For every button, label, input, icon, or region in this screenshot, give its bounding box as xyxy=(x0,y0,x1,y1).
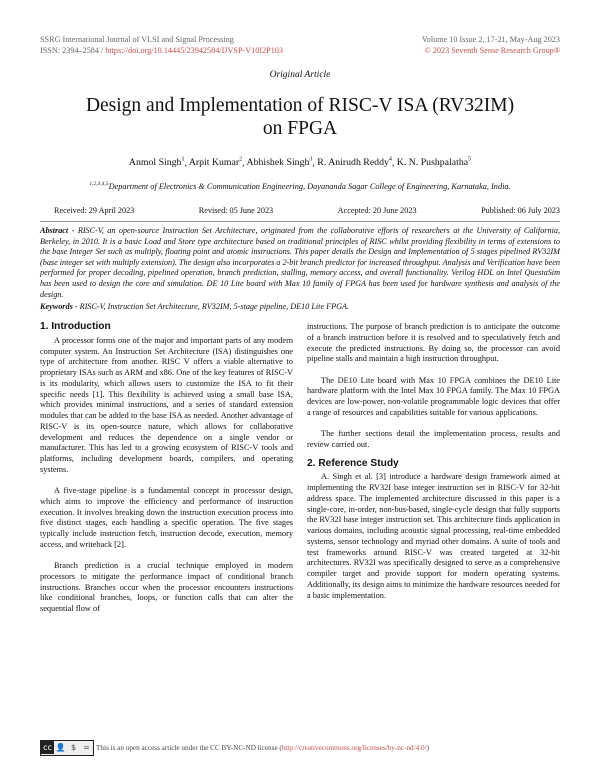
license-footer xyxy=(40,740,560,756)
author: Abhishek Singh$^3$ xyxy=(246,157,313,169)
affiliation: $^{1,2,3,4,5}$Department of Electronics & Communication Engineering, Dayananda Sagar College of Engineering, Karnataka, India. xyxy=(89,181,511,191)
article-type: Original Article xyxy=(269,70,331,80)
cc-icon: cc xyxy=(41,741,54,754)
license-link[interactable]: http://creativecommons.org/licenses/by-nc-nd/4.0/ xyxy=(281,744,427,752)
author: R. Anirudh Reddy$^4$ xyxy=(317,157,392,169)
author: Anmol Singh$^1$ xyxy=(128,157,185,169)
journal-name: SSRG International Journal of VLSI and Signal Processing xyxy=(40,35,234,44)
paper-title: Design and Implementation of RISC-V ISA (RV32IM) on FPGA xyxy=(85,95,515,139)
section-heading-introduction: 1. Introduction xyxy=(40,321,111,332)
journal-header-right xyxy=(422,34,560,56)
by-icon: 👤 xyxy=(55,743,66,752)
received-date: Received: 29 April 2023 xyxy=(54,206,135,215)
volume-info: Volume 10 Issue 2, 17-21, May-Aug 2023 xyxy=(421,35,560,44)
author: Arpit Kumar$^2$ xyxy=(188,157,243,169)
paragraph: instructions. The purpose of branch prediction is to anticipate the outcome of a branch instruction before it is resolved and to speculatively fetch and execute the predicted instructions. By doing so, the processor can avoid pipeline stalls and maintain a high instruction throughput. xyxy=(307,322,560,364)
paragraph: A five-stage pipeline is a fundamental concept in processor design, which aims to improve the efficiency and performance of instruction execution. It involves breaking down the instruction execution process into five distinct stages, each handling a specific operation. The five stages typically include instruction fetch, instruction decode, execution, memory access, and writeback [2]. xyxy=(40,486,293,549)
issn-doi: ISSN: 2394–2584 / https://doi.org/10.14445/23942584/IJVSP-V10I2P103 xyxy=(40,46,283,55)
paragraph: The further sections detail the implementation process, results and review carried out. xyxy=(307,429,560,449)
nd-icon: = xyxy=(83,743,90,752)
paragraph: Branch prediction is a crucial technique employed in modern processors to mitigate the performance impact of conditional branch instructions. Branches occur when the processor encounters instructions like conditional branches, loops, or function calls that can alter the sequential flow of xyxy=(40,561,293,614)
author-list: Anmol Singh$^1$, Arpit Kumar$^2$, Abhishek Singh$^3$, R. Anirudh Reddy$^4$, K. N. Pushpalatha$^5$ xyxy=(128,157,472,169)
copyright: © 2023 Seventh Sense Research Group® xyxy=(424,46,560,55)
paragraph: The DE10 Lite board with Max 10 FPGA combines the DE10 Lite hardware platform with the Intel Max 10 FPGA family. The Max 10 FPGA devices are low-power, non-volatile programmable logic devices that offer a range of resources and capabilities suitable for various applications. xyxy=(307,375,560,417)
section-heading-reference-study: 2. Reference Study xyxy=(307,457,399,469)
divider xyxy=(40,221,560,222)
paragraph: A. Singh et al. [3] introduce a hardware design framework aimed at implementing the RV32I base integer instruction set in RISC-V for 32-bit address space. The implemented architecture discussed in this paper is a single-core, in-order, non-bus-based, single-cycle design that fully supports the RV32I base integer instruction set. This architecture finds application in various domains, including acoustic signal processing, real-time embedded systems, sensor technology and myriad other domains. A suite of tools and test frameworks around RISC-V was created targeted at 32-bit architectures. RV32I was specifically designed to serve as a comprehensive compiler target and provide support for modern operating systems. Additionally, its design aims to minimize the hardware resources needed for a basic implementation. xyxy=(307,472,560,600)
paragraph: A processor forms one of the major and important parts of any modern computer system. An Instruction Set Architecture (ISA) distinguishes one type of architecture from another. RISC V offers a viable alternative to proprietary ISAs such as ARM and x86. One of the key features of RISC-V is its modularity, which allows users to customize the ISA to fit their specific needs [1]. This flexibility is achieved using a small base ISA, which provides minimal instructions, and a series of standard extension modules that can be added to the base ISA as needed. Another advantage of RISC-V is its open-source nature, which allows for collaborative development and reduces the dependence on a single vendor or manufacturer. This has led to a growing ecosystem of RISC-V tools and platforms, including development boards, compilers, and operating systems. xyxy=(40,335,293,474)
license-text: This is an open access article under the CC BY-NC-ND license (http://creativecommons.org/licenses/by-nc-nd/4.0/) xyxy=(96,744,430,752)
revised-date: Revised: 05 June 2023 xyxy=(198,206,274,215)
abstract: Abstract - RISC-V, an open-source Instruction Set Architecture, originated from the collaborative efforts of researchers at the University of California, Berkeley, in 2010. It is a basic Load and Store type architecture based on traditional principles of RISC whilst providing flexibility in terms of extensions to the base Integer Set such as multiply, floating point and atomic instructions. This paper details the Design and Implementation of 5 stages pipelined RV32IM (base integer set with multiply extension). The design also incorporates a 2-bit branch predictor for increased throughput. Analysis and Verification have been performed for proper decoding, pipelined operation, branch prediction, stalling, memory access, and overall functionality. Verilog HDL on Intel QuestaSim has been used to design the core and simulation. DE 10 Lite board with Max 10 family of FPGA has been used for hardware synthesis and analysis of the design. xyxy=(40,226,560,299)
right-column xyxy=(307,322,560,601)
accepted-date: Accepted: 20 June 2023 xyxy=(337,206,417,215)
doi-link[interactable]: https://doi.org/10.14445/23942584/IJVSP-V10I2P103 xyxy=(105,46,283,55)
dates-row xyxy=(40,206,560,215)
left-column xyxy=(40,322,293,615)
nc-icon: $ xyxy=(70,743,77,752)
keywords: Keywords - RISC-V, Instruction Set Architecture, RV32IM, 5-stage pipeline, DE10 Lite FPGA. xyxy=(40,302,350,311)
journal-header-left xyxy=(40,34,283,56)
published-date: Published: 06 July 2023 xyxy=(481,206,560,215)
cc-license-badge[interactable] xyxy=(40,740,94,756)
author: K. N. Pushpalatha$^5$ xyxy=(396,157,472,169)
